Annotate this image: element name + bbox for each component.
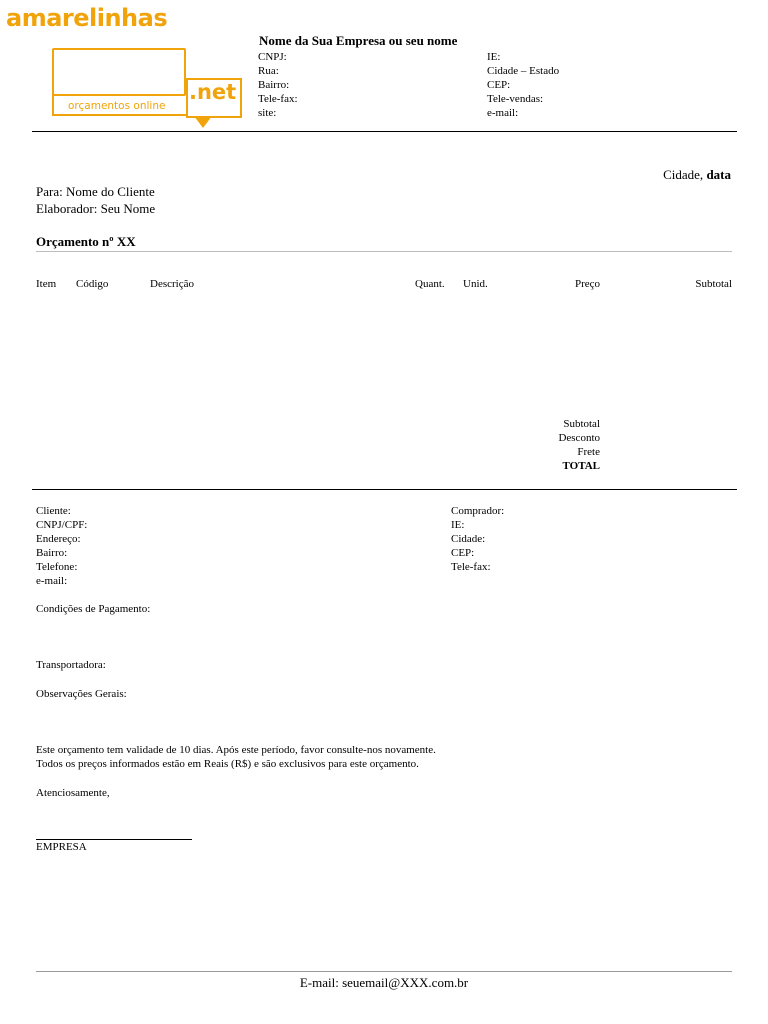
recipient: Para: Nome do Cliente — [36, 184, 155, 199]
col-item: Item — [36, 278, 57, 290]
company-site: site: — [258, 107, 277, 119]
client-buyer: Comprador: — [451, 505, 505, 517]
quote-title-divider — [36, 251, 732, 252]
totals-total: TOTAL — [562, 460, 600, 472]
client-city: Cidade: — [451, 533, 486, 545]
company-televendas: Tele-vendas: — [487, 93, 544, 105]
signature-company: EMPRESA — [36, 841, 87, 853]
company-cnpj: CNPJ: — [258, 51, 287, 63]
date-label: data — [706, 167, 731, 182]
client-email: e-mail: — [36, 575, 68, 587]
client-ie: IE: — [451, 519, 465, 531]
quote-title: Orçamento nº XX — [36, 234, 136, 249]
logo-suffix: .net — [189, 80, 237, 104]
col-quantity: Quant. — [415, 278, 445, 290]
closing: Atenciosamente, — [36, 787, 110, 799]
logo-main-text: amarelinhas — [6, 4, 168, 32]
company-telefax: Tele-fax: — [258, 93, 298, 105]
totals-subtotal: Subtotal — [563, 418, 600, 430]
author: Elaborador: Seu Nome — [36, 201, 156, 216]
col-unit: Unid. — [463, 278, 488, 290]
city-label: Cidade, — [663, 167, 704, 182]
client-cep: CEP: — [451, 547, 475, 559]
table-divider — [32, 489, 737, 490]
header-divider — [32, 131, 737, 132]
client-name: Cliente: — [36, 505, 71, 517]
carrier: Transportadora: — [36, 659, 106, 671]
client-phone: Telefone: — [36, 561, 78, 573]
company-email: e-mail: — [487, 107, 519, 119]
city-date — [663, 167, 731, 183]
company-ie: IE: — [487, 51, 501, 63]
company-district: Bairro: — [258, 79, 290, 91]
company-cep: CEP: — [487, 79, 511, 91]
col-description: Descrição — [150, 278, 194, 290]
col-price: Preço — [574, 278, 600, 290]
company-title: Nome da Sua Empresa ou seu nome — [259, 33, 458, 48]
totals-discount: Desconto — [558, 432, 600, 444]
logo-top-box — [52, 48, 186, 96]
client-cnpj-cpf: CNPJ/CPF: — [36, 519, 88, 531]
client-address: Endereço: — [36, 533, 81, 545]
col-subtotal: Subtotal — [695, 278, 732, 290]
validity-note: Este orçamento tem validade de 10 dias. Após este período, favor consulte-nos novamente. — [36, 744, 436, 756]
payment-terms: Condições de Pagamento: — [36, 603, 151, 615]
currency-note: Todos os preços informados estão em Reais (R$) e são exclusivos para este orçamento. — [36, 758, 419, 770]
footer-divider — [36, 971, 732, 972]
client-telefax: Tele-fax: — [451, 561, 491, 573]
logo-speech-tail — [194, 116, 212, 128]
totals-freight: Frete — [577, 446, 600, 458]
company-city-state: Cidade – Estado — [487, 65, 560, 77]
footer-email: E-mail: seuemail@XXX.com.br — [299, 975, 469, 990]
company-street: Rua: — [258, 65, 279, 77]
client-district: Bairro: — [36, 547, 68, 559]
general-notes: Observações Gerais: — [36, 688, 127, 700]
logo-tagline: orçamentos online — [68, 100, 166, 112]
col-code: Código — [76, 278, 109, 290]
